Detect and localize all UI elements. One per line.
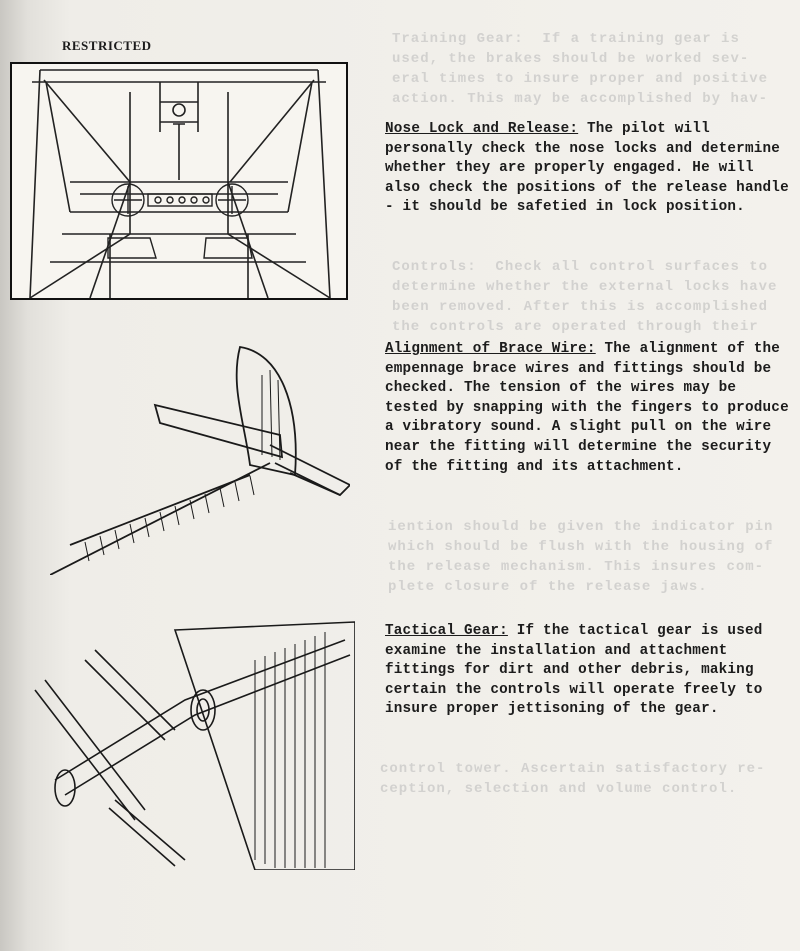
tactical-gear-paragraph: [385, 622, 797, 720]
bleed-through-line: iention should be given the indicator pin: [388, 519, 774, 535]
tactical-gear-illustration: [25, 620, 355, 870]
bleed-through-line: determine whether the external locks have: [392, 279, 778, 295]
bleed-through-line: Controls: Check all control surfaces to: [392, 259, 769, 275]
empennage-illustration: [50, 345, 350, 575]
brace-wire-paragraph: [385, 340, 797, 477]
nose-lock-heading: Nose Lock and Release:: [385, 121, 579, 137]
bleed-through-line: eral times to insure proper and positive: [392, 71, 769, 87]
bleed-through-line: the controls are operated through their: [392, 319, 759, 335]
bleed-through-line: used, the brakes should be worked sev-: [392, 51, 750, 67]
nose-lock-body: The pilot will personally check the nose locks and determine whether they are properly engaged. He will also check the positions of the release handle - it should be safetied in lock position.: [385, 121, 789, 216]
bleed-through-line: Training Gear: If a training gear is: [392, 31, 740, 47]
brace-wire-body: The alignment of the empennage brace wires and fittings should be checked. The tension of the wires may be tested by snapping with the fingers to produce a vibratory sound. A slight pull on the wire near the fitting will determine the security of the fitting and its attachment.: [385, 341, 789, 475]
bleed-through-line: control tower. Ascertain satisfactory re-: [380, 761, 766, 777]
brace-wire-heading: Alignment of Brace Wire:: [385, 341, 596, 357]
bleed-through-line: which should be flush with the housing of: [388, 539, 774, 555]
nose-lock-paragraph: [385, 120, 797, 218]
bleed-through-line: plete closure of the release jaws.: [388, 579, 708, 595]
bleed-through-line: been removed. After this is accomplished: [392, 299, 769, 315]
cockpit-frame-illustration: [10, 62, 348, 300]
tactical-gear-body: If the tactical gear is used examine the installation and attachment fittings for dirt and other debris, making certain the controls will operate freely to insure proper jettisoning of the gear.: [385, 623, 763, 718]
bleed-through-line: ception, selection and volume control.: [380, 781, 738, 797]
bleed-through-line: action. This may be accomplished by hav-: [392, 91, 769, 107]
restricted-label: RESTRICTED: [62, 38, 152, 53]
tactical-gear-heading: Tactical Gear:: [385, 623, 508, 639]
bleed-through-line: the release mechanism. This insures com-: [388, 559, 765, 575]
